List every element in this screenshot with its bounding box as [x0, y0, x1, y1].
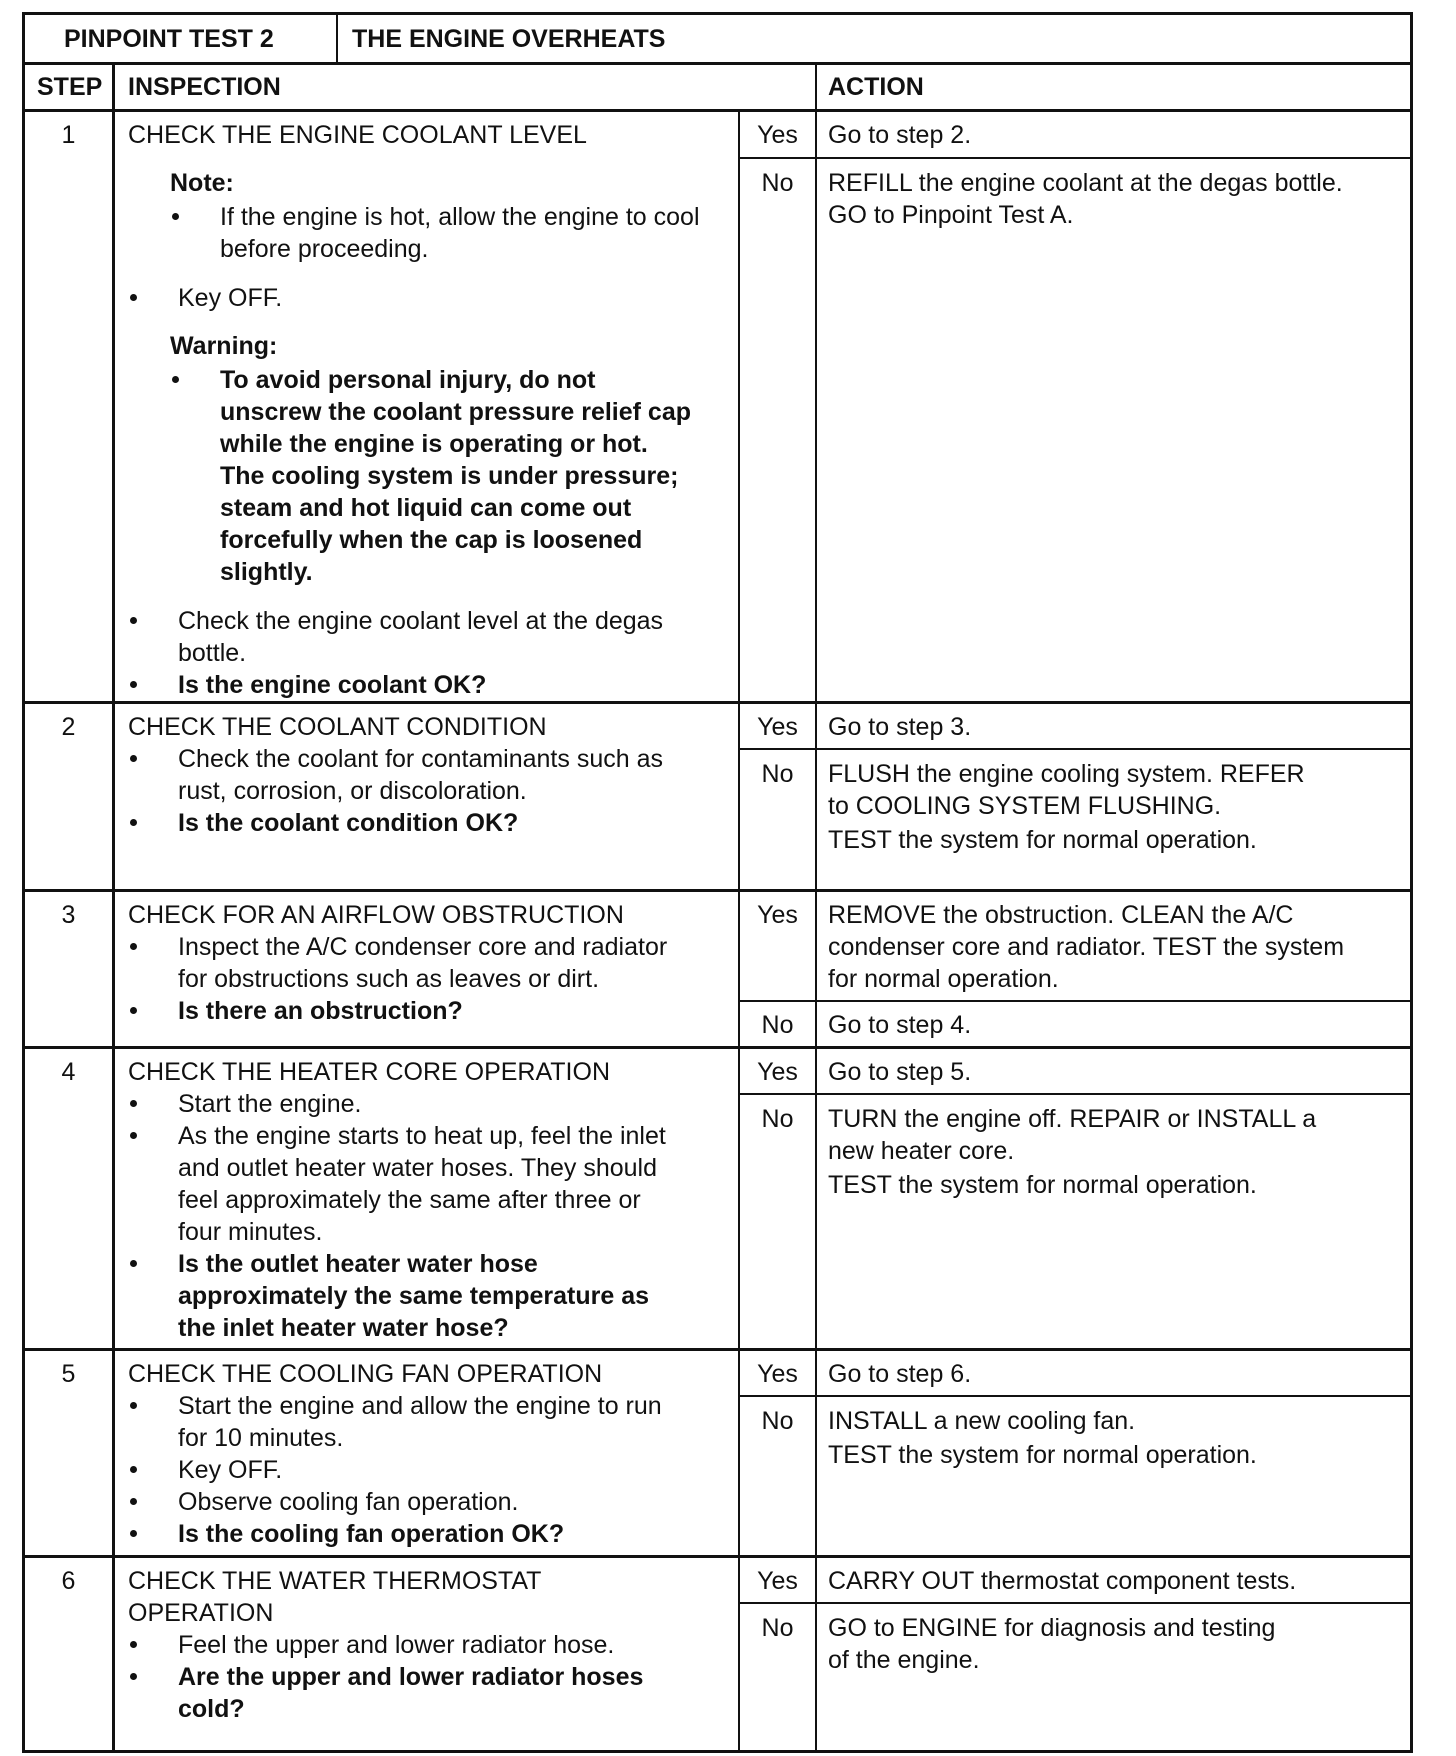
no-action: FLUSH the engine cooling system. REFER: [828, 760, 1305, 788]
yes-action: Go to step 2.: [828, 121, 972, 149]
yes-no-separator-5: [738, 1395, 1413, 1397]
step-title: CHECK FOR AN AIRFLOW OBSTRUCTION: [128, 901, 624, 929]
yes-no-separator-4: [738, 1093, 1413, 1095]
yes-no-separator-1: [738, 157, 1413, 159]
step-title: OPERATION: [128, 1599, 274, 1627]
bullet-text: rust, corrosion, or discoloration.: [178, 777, 527, 805]
no-label: No: [761, 1105, 794, 1133]
bullet-text: four minutes.: [178, 1218, 323, 1246]
step-number: 3: [61, 901, 76, 929]
bullet: [130, 1530, 137, 1537]
bullet: [130, 1673, 137, 1680]
no-label: No: [761, 1614, 794, 1642]
warning-text: forcefully when the cap is loosened: [220, 526, 643, 554]
bullet-text: Check the coolant for contaminants such as: [178, 745, 663, 773]
step-title: CHECK THE COOLANT CONDITION: [128, 713, 547, 741]
step-question: Is the coolant condition OK?: [178, 809, 519, 837]
step-number: 2: [61, 713, 76, 741]
warning-text: steam and hot liquid can come out: [220, 494, 632, 522]
bullet: [130, 1466, 137, 1473]
bullet-text: and outlet heater water hoses. They should: [178, 1154, 658, 1182]
bullet: [130, 819, 137, 826]
yes-no-separator-6: [738, 1602, 1413, 1604]
yes-no-separator-2: [738, 748, 1413, 750]
bullet: [130, 1402, 137, 1409]
test-label: PINPOINT TEST 2: [64, 25, 274, 53]
yes-action: for normal operation.: [828, 965, 1059, 993]
step-separator-4: [22, 1348, 1413, 1351]
step-title: CHECK THE HEATER CORE OPERATION: [128, 1058, 611, 1086]
bullet: [130, 681, 137, 688]
bullet: [172, 376, 179, 383]
no-action: INSTALL a new cooling fan.: [828, 1407, 1136, 1435]
bullet: [130, 294, 137, 301]
step-question: Is the cooling fan operation OK?: [178, 1520, 565, 1548]
bullet: [130, 617, 137, 624]
step-question: cold?: [178, 1695, 245, 1723]
yes-action: Go to step 3.: [828, 713, 972, 741]
warning-text: To avoid personal injury, do not: [220, 366, 596, 394]
step-separator-3: [22, 1046, 1413, 1049]
step-question: Is the outlet heater water hose: [178, 1250, 538, 1278]
bullet: [130, 1498, 137, 1505]
yes-action: REMOVE the obstruction. CLEAN the A/C: [828, 901, 1294, 929]
no-action: TEST the system for normal operation.: [828, 826, 1257, 854]
bullet: [130, 1260, 137, 1267]
step-separator-2: [22, 889, 1413, 892]
yes-action: condenser core and radiator. TEST the system: [828, 933, 1345, 961]
no-action: TURN the engine off. REPAIR or INSTALL a: [828, 1105, 1317, 1133]
column-header-inspection: INSPECTION: [128, 73, 281, 101]
step-number: 5: [61, 1360, 76, 1388]
test-title: THE ENGINE OVERHEATS: [352, 25, 666, 53]
no-action: TEST the system for normal operation.: [828, 1171, 1257, 1199]
inspection-action-divider: [815, 62, 817, 1753]
bullet-text: for 10 minutes.: [178, 1424, 344, 1452]
bullet: [130, 755, 137, 762]
no-label: No: [761, 1407, 794, 1435]
bullet-text: Start the engine.: [178, 1090, 362, 1118]
no-label: No: [761, 760, 794, 788]
bullet: [172, 213, 179, 220]
check-text: Check the engine coolant level at the degas: [178, 607, 664, 635]
yes-label: Yes: [757, 901, 798, 929]
yes-label: Yes: [757, 121, 798, 149]
step-title: CHECK THE WATER THERMOSTAT: [128, 1567, 542, 1595]
frame-right-border: [1410, 12, 1413, 1753]
warning-text: unscrew the coolant pressure relief cap: [220, 398, 691, 426]
bullet-text: for obstructions such as leaves or dirt.: [178, 965, 600, 993]
note-label: Note:: [170, 169, 234, 197]
bullet-text: As the engine starts to heat up, feel the inlet: [178, 1122, 666, 1150]
bullet: [130, 1132, 137, 1139]
header-line-2: [22, 109, 1413, 112]
step-question: Is there an obstruction?: [178, 997, 463, 1025]
step-question: approximately the same temperature as: [178, 1282, 650, 1310]
frame-top-border: [22, 12, 1413, 15]
no-action: TEST the system for normal operation.: [828, 1441, 1257, 1469]
yes-no-separator-3: [738, 1000, 1413, 1002]
no-action: of the engine.: [828, 1646, 980, 1674]
yes-label: Yes: [757, 713, 798, 741]
bullet: [130, 943, 137, 950]
step-title: CHECK THE COOLING FAN OPERATION: [128, 1360, 603, 1388]
column-header-action: ACTION: [828, 73, 924, 101]
frame-bottom-border: [22, 1750, 1413, 1753]
bullet-text: Start the engine and allow the engine to run: [178, 1392, 662, 1420]
header-line-1: [22, 62, 1413, 65]
yes-action: Go to step 5.: [828, 1058, 972, 1086]
bullet-text: Observe cooling fan operation.: [178, 1488, 519, 1516]
bullet-text: feel approximately the same after three or: [178, 1186, 641, 1214]
no-label: No: [761, 1011, 794, 1039]
bullet-text: Inspect the A/C condenser core and radiator: [178, 933, 668, 961]
step-separator-1: [22, 701, 1413, 704]
no-action: REFILL the engine coolant at the degas bottle.: [828, 169, 1343, 197]
no-action: to COOLING SYSTEM FLUSHING.: [828, 792, 1222, 820]
bullet-text: Feel the upper and lower radiator hose.: [178, 1631, 615, 1659]
bullet: [130, 1007, 137, 1014]
no-label: No: [761, 169, 794, 197]
step-number: 4: [61, 1058, 76, 1086]
step-number: 1: [61, 121, 76, 149]
no-action: new heater core.: [828, 1137, 1015, 1165]
bullet: [130, 1641, 137, 1648]
step-title: CHECK THE ENGINE COOLANT LEVEL: [128, 121, 587, 149]
step-question: the inlet heater water hose?: [178, 1314, 509, 1342]
check-text: bottle.: [178, 639, 247, 667]
yes-label: Yes: [757, 1058, 798, 1086]
warning-text: while the engine is operating or hot.: [220, 430, 648, 458]
step-separator-5: [22, 1555, 1413, 1558]
no-action: GO to Pinpoint Test A.: [828, 201, 1074, 229]
column-header-step: STEP: [37, 73, 103, 101]
yes-label: Yes: [757, 1360, 798, 1388]
no-action: Go to step 4.: [828, 1011, 972, 1039]
key-off-text: Key OFF.: [178, 284, 283, 312]
yes-label: Yes: [757, 1567, 798, 1595]
warning-text: The cooling system is under pressure;: [220, 462, 679, 490]
step-number: 6: [61, 1567, 76, 1595]
warning-text: slightly.: [220, 558, 313, 586]
frame-left-border: [22, 12, 25, 1753]
bullet: [130, 1100, 137, 1107]
title-divider: [336, 12, 338, 63]
yes-action: CARRY OUT thermostat component tests.: [828, 1567, 1297, 1595]
bullet-text: Key OFF.: [178, 1456, 283, 1484]
answer-column-divider: [738, 109, 740, 1753]
note-text: If the engine is hot, allow the engine to cool: [220, 203, 700, 231]
warning-label: Warning:: [170, 332, 278, 360]
step-question: Is the engine coolant OK?: [178, 671, 487, 699]
no-action: GO to ENGINE for diagnosis and testing: [828, 1614, 1276, 1642]
yes-action: Go to step 6.: [828, 1360, 972, 1388]
note-text: before proceeding.: [220, 235, 429, 263]
step-question: Are the upper and lower radiator hoses: [178, 1663, 644, 1691]
